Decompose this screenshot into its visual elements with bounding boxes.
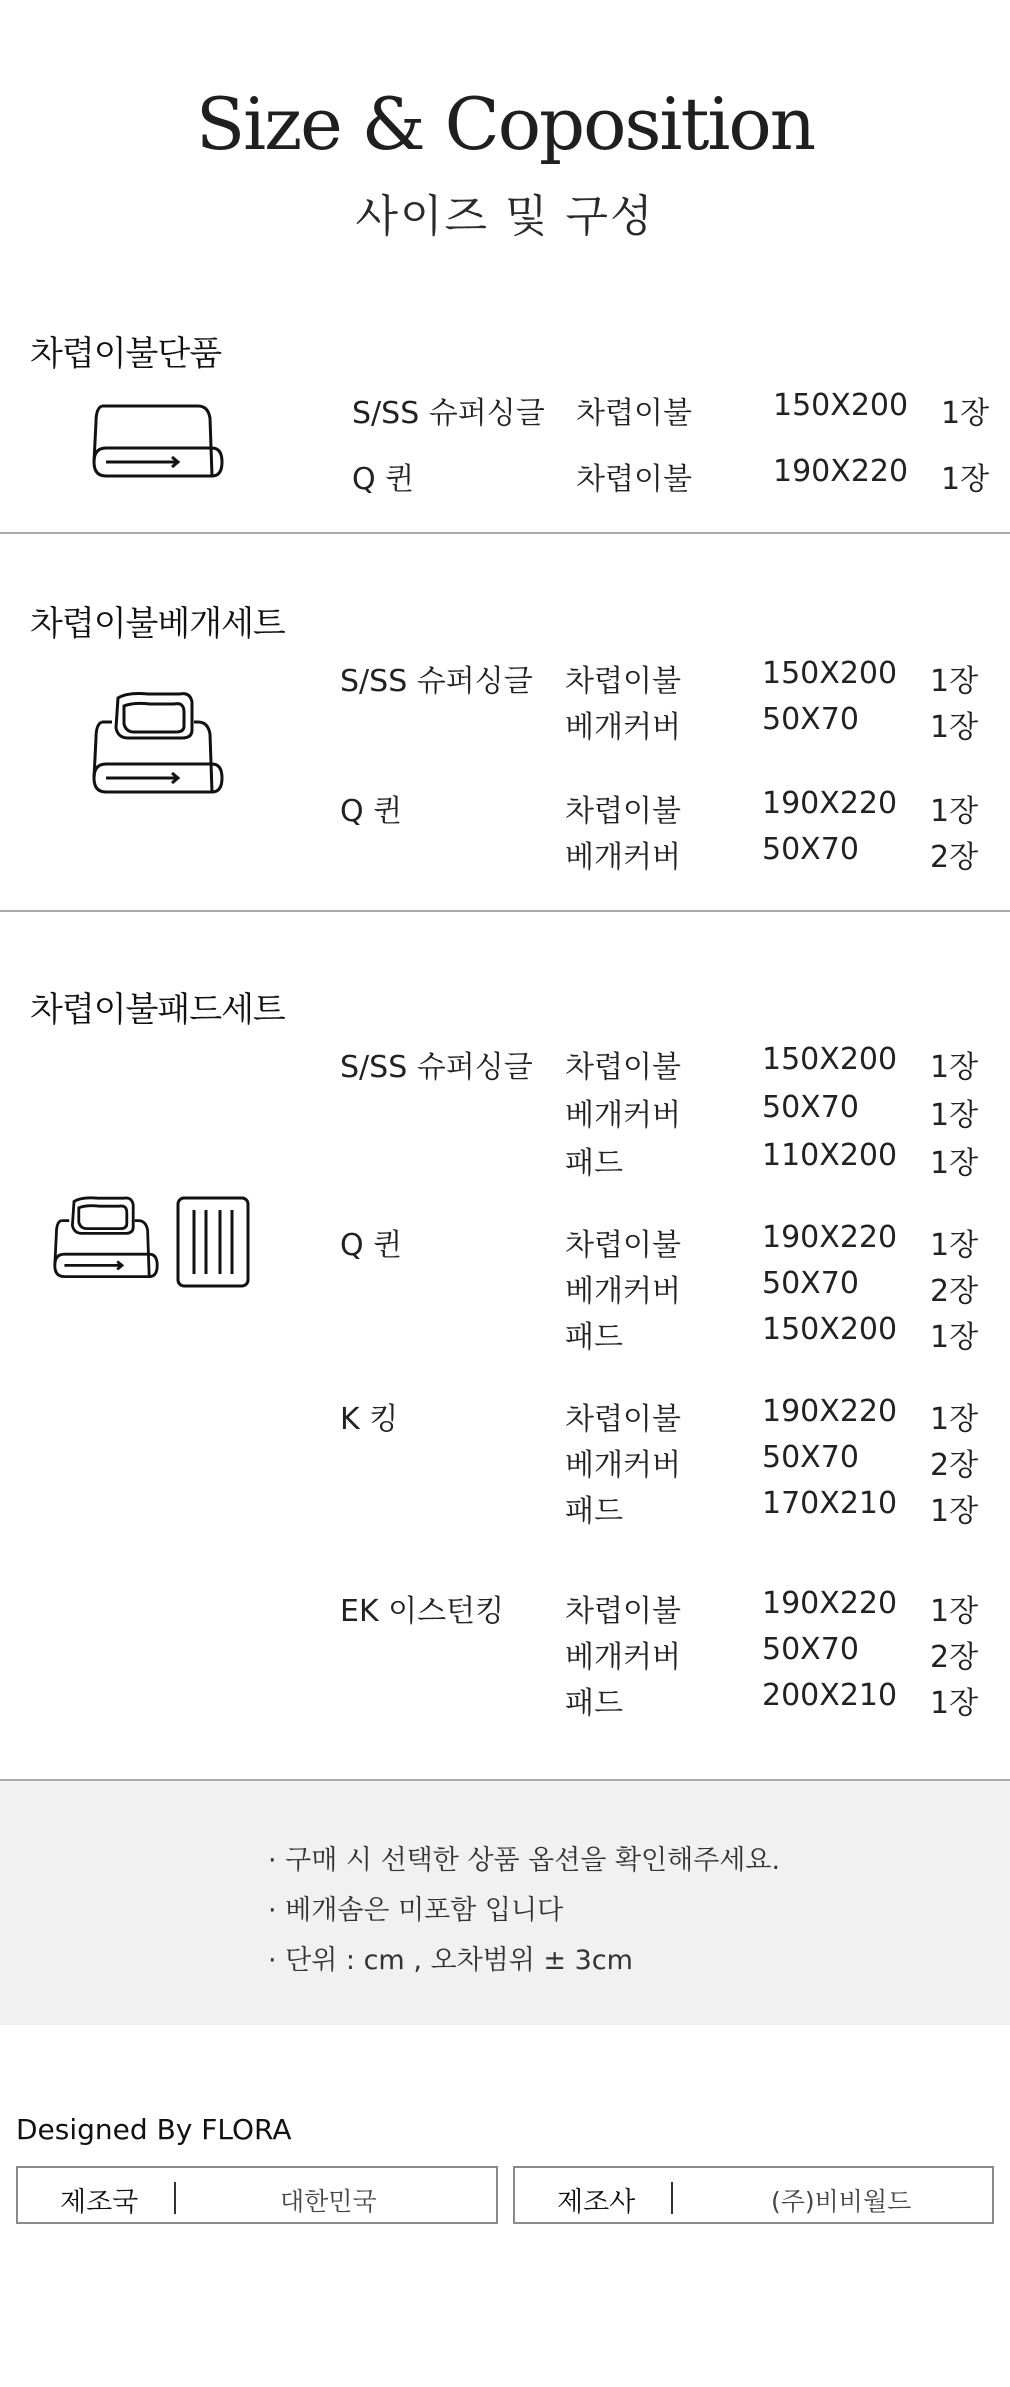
size-name: Q 퀸 — [340, 1228, 403, 1263]
item-quantity: 1장 — [930, 1228, 979, 1263]
item-name: 베개커버 — [565, 1640, 681, 1675]
item-dimension: 190X220 — [762, 786, 898, 821]
blanket-pillow-icon — [88, 686, 228, 804]
item-dimension: 190X220 — [762, 1394, 898, 1429]
item-quantity: 1장 — [930, 1594, 979, 1629]
page-title-english: Size & Coposition — [195, 82, 815, 166]
item-dimension: 50X70 — [762, 832, 859, 867]
item-name: 차렵이불 — [565, 1402, 681, 1437]
item-quantity: 1장 — [930, 1686, 979, 1721]
item-name: 차렵이불 — [576, 462, 692, 497]
size-name: Q 퀸 — [340, 794, 403, 829]
item-name: 베개커버 — [565, 840, 681, 875]
section-divider — [0, 910, 1010, 912]
item-name: 차렵이불 — [565, 664, 681, 699]
blanket-pillow-icon — [50, 1190, 162, 1288]
item-dimension: 190X220 — [762, 1220, 898, 1255]
item-quantity: 1장 — [930, 794, 979, 829]
section-divider — [0, 532, 1010, 534]
item-dimension: 50X70 — [762, 1266, 859, 1301]
item-name: 베개커버 — [565, 710, 681, 745]
item-quantity: 2장 — [930, 1448, 979, 1483]
size-name: S/SS 슈퍼싱글 — [352, 396, 545, 431]
item-quantity: 1장 — [941, 462, 990, 497]
notice-unit-tolerance: · 단위 : cm , 오차범위 ± 3cm — [268, 1945, 633, 1976]
item-dimension: 50X70 — [762, 1632, 859, 1667]
size-name: Q 퀸 — [352, 462, 415, 497]
maker-label: 제조사 — [557, 2187, 636, 2218]
country-of-origin-box — [16, 2166, 498, 2224]
item-quantity: 1장 — [941, 396, 990, 431]
item-dimension: 110X200 — [762, 1138, 898, 1173]
page-title-korean: 사이즈 및 구성 — [355, 191, 655, 242]
item-name: 베개커버 — [565, 1098, 681, 1133]
item-name: 차렵이불 — [565, 1594, 681, 1629]
item-quantity: 1장 — [930, 1494, 979, 1529]
folded-blanket-icon — [88, 396, 228, 488]
item-name: 차렵이불 — [565, 794, 681, 829]
country-label: 제조국 — [60, 2187, 139, 2218]
item-quantity: 1장 — [930, 1402, 979, 1437]
item-name: 패드 — [565, 1146, 623, 1181]
item-dimension: 50X70 — [762, 1440, 859, 1475]
item-dimension: 50X70 — [762, 702, 859, 737]
item-quantity: 1장 — [930, 1050, 979, 1085]
item-dimension: 190X220 — [762, 1586, 898, 1621]
item-quantity: 2장 — [930, 840, 979, 875]
box-separator — [671, 2182, 673, 2214]
item-quantity: 1장 — [930, 1146, 979, 1181]
box-separator — [174, 2182, 176, 2214]
pad-icon — [176, 1196, 250, 1288]
item-name: 베개커버 — [565, 1448, 681, 1483]
size-name: S/SS 슈퍼싱글 — [340, 664, 533, 699]
item-name: 차렵이불 — [565, 1228, 681, 1263]
item-quantity: 1장 — [930, 1320, 979, 1355]
section-title-single: 차렵이불단품 — [30, 334, 222, 374]
item-name: 패드 — [565, 1320, 623, 1355]
item-quantity: 2장 — [930, 1640, 979, 1675]
size-name: S/SS 슈퍼싱글 — [340, 1050, 533, 1085]
manufacturer-box — [513, 2166, 994, 2224]
item-quantity: 1장 — [930, 710, 979, 745]
item-quantity: 1장 — [930, 1098, 979, 1133]
item-quantity: 2장 — [930, 1274, 979, 1309]
item-name: 차렵이불 — [565, 1050, 681, 1085]
item-quantity: 1장 — [930, 664, 979, 699]
item-name: 패드 — [565, 1494, 623, 1529]
item-dimension: 150X200 — [762, 656, 898, 691]
section-title-pad-set: 차렵이불패드세트 — [30, 990, 285, 1030]
item-dimension: 190X220 — [773, 454, 909, 489]
designed-by: Designed By FLORA — [16, 2113, 292, 2146]
item-name: 차렵이불 — [576, 396, 692, 431]
item-name: 베개커버 — [565, 1274, 681, 1309]
item-dimension: 150X200 — [773, 388, 909, 423]
item-dimension: 200X210 — [762, 1678, 898, 1713]
size-name: EK 이스턴킹 — [340, 1594, 505, 1629]
section-title-pillow-set: 차렵이불베개세트 — [30, 604, 285, 644]
country-value: 대한민국 — [280, 2187, 377, 2216]
item-dimension: 150X200 — [762, 1312, 898, 1347]
notice-option-check: · 구매 시 선택한 상품 옵션을 확인해주세요. — [268, 1845, 781, 1876]
item-dimension: 50X70 — [762, 1090, 859, 1125]
notice-pillow-filling: · 베개솜은 미포함 입니다 — [268, 1895, 564, 1926]
item-name: 패드 — [565, 1686, 623, 1721]
size-name: K 킹 — [340, 1402, 399, 1437]
item-dimension: 170X210 — [762, 1486, 898, 1521]
item-dimension: 150X200 — [762, 1042, 898, 1077]
maker-value: (주)비비월드 — [771, 2187, 912, 2216]
